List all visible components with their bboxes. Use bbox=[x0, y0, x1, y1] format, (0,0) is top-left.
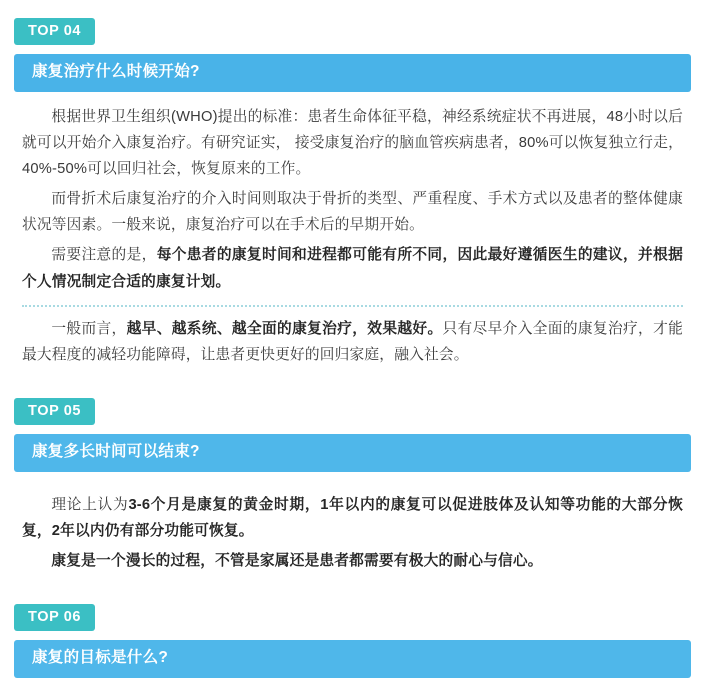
section-top-04 bbox=[0, 18, 705, 368]
dotted-divider bbox=[22, 305, 683, 308]
section-top-05 bbox=[0, 398, 705, 574]
paragraph-run-bold: 2年以内仍有部分功能可恢复。 bbox=[51, 522, 254, 539]
paragraph-run-bold: 3-6个月是康复的黄金时期， bbox=[128, 496, 321, 513]
paragraph-run-bold: 1年以内的康复可以 bbox=[320, 496, 453, 513]
question-title: 康复的目标是什么? bbox=[32, 649, 169, 667]
paragraph-run: 而骨折术后康复治疗的介入时间则取决于骨折的类型、严重程度、手术方式以及患者的整体健康状况等因素。一般来说，康复治疗可以在手术后的早期开始。 bbox=[22, 191, 683, 234]
badge-row bbox=[14, 18, 705, 48]
paragraph bbox=[22, 186, 683, 238]
section-body-after-divider bbox=[0, 316, 705, 368]
paragraph-run-bold: 促进肢体及认知等功能的大部分恢复， bbox=[22, 496, 683, 539]
question-bar bbox=[14, 640, 691, 678]
paragraph-run: 一般而言， bbox=[51, 320, 127, 337]
paragraph-run: 只有尽早介入全面的康复治疗，才能最大程度的减轻功能障碍，让患者更快更好的回归家庭，融入社会。 bbox=[22, 320, 683, 363]
section-spacer bbox=[0, 372, 705, 398]
section-spacer bbox=[0, 578, 705, 604]
paragraph-run: 理论上认为 bbox=[51, 496, 129, 513]
top-badge: TOP 04 bbox=[14, 18, 95, 45]
section-top-06 bbox=[0, 604, 705, 682]
paragraph-run-bold: 每个患者的康复时间和进程都可能有所不同，因此最好遵循医生的建议，并根据个人情况制定合适的康复计划。 bbox=[22, 247, 683, 290]
paragraph bbox=[22, 242, 683, 294]
top-badge: TOP 06 bbox=[14, 604, 95, 631]
paragraph bbox=[22, 492, 683, 544]
question-bar bbox=[14, 54, 691, 92]
question-title: 康复多长时间可以结束? bbox=[32, 443, 200, 460]
paragraph bbox=[22, 104, 683, 182]
paragraph bbox=[22, 316, 683, 368]
paragraph-run: 需要注意的是， bbox=[51, 247, 157, 264]
paragraph bbox=[22, 548, 683, 574]
question-bar bbox=[14, 434, 691, 472]
top-badge: TOP 05 bbox=[14, 398, 95, 425]
question-title: 康复治疗什么时候开始? bbox=[32, 63, 200, 80]
badge-row bbox=[14, 604, 705, 634]
paragraph-run: 根据世界卫生组织(WHO)提出的标准：患者生命体征平稳，神经系统症状不再进展，48小时以后就可以开始介入康复治疗。有研究证实， 接受康复治疗的脑血管疾病患者，80%可以恢复独立行走，40%-50%可以回归社会，恢复原来的工作。 bbox=[22, 108, 683, 177]
section-body bbox=[0, 92, 705, 295]
paragraph-run-bold: 越早、越系统、越全面的康复治疗，效果越好。 bbox=[126, 320, 443, 337]
paragraph-run-bold: 康复是一个漫长的过程，不管是家属还是患者都需要有极大的耐心与信心。 bbox=[51, 552, 543, 569]
section-body bbox=[0, 472, 705, 574]
badge-row bbox=[14, 398, 705, 428]
